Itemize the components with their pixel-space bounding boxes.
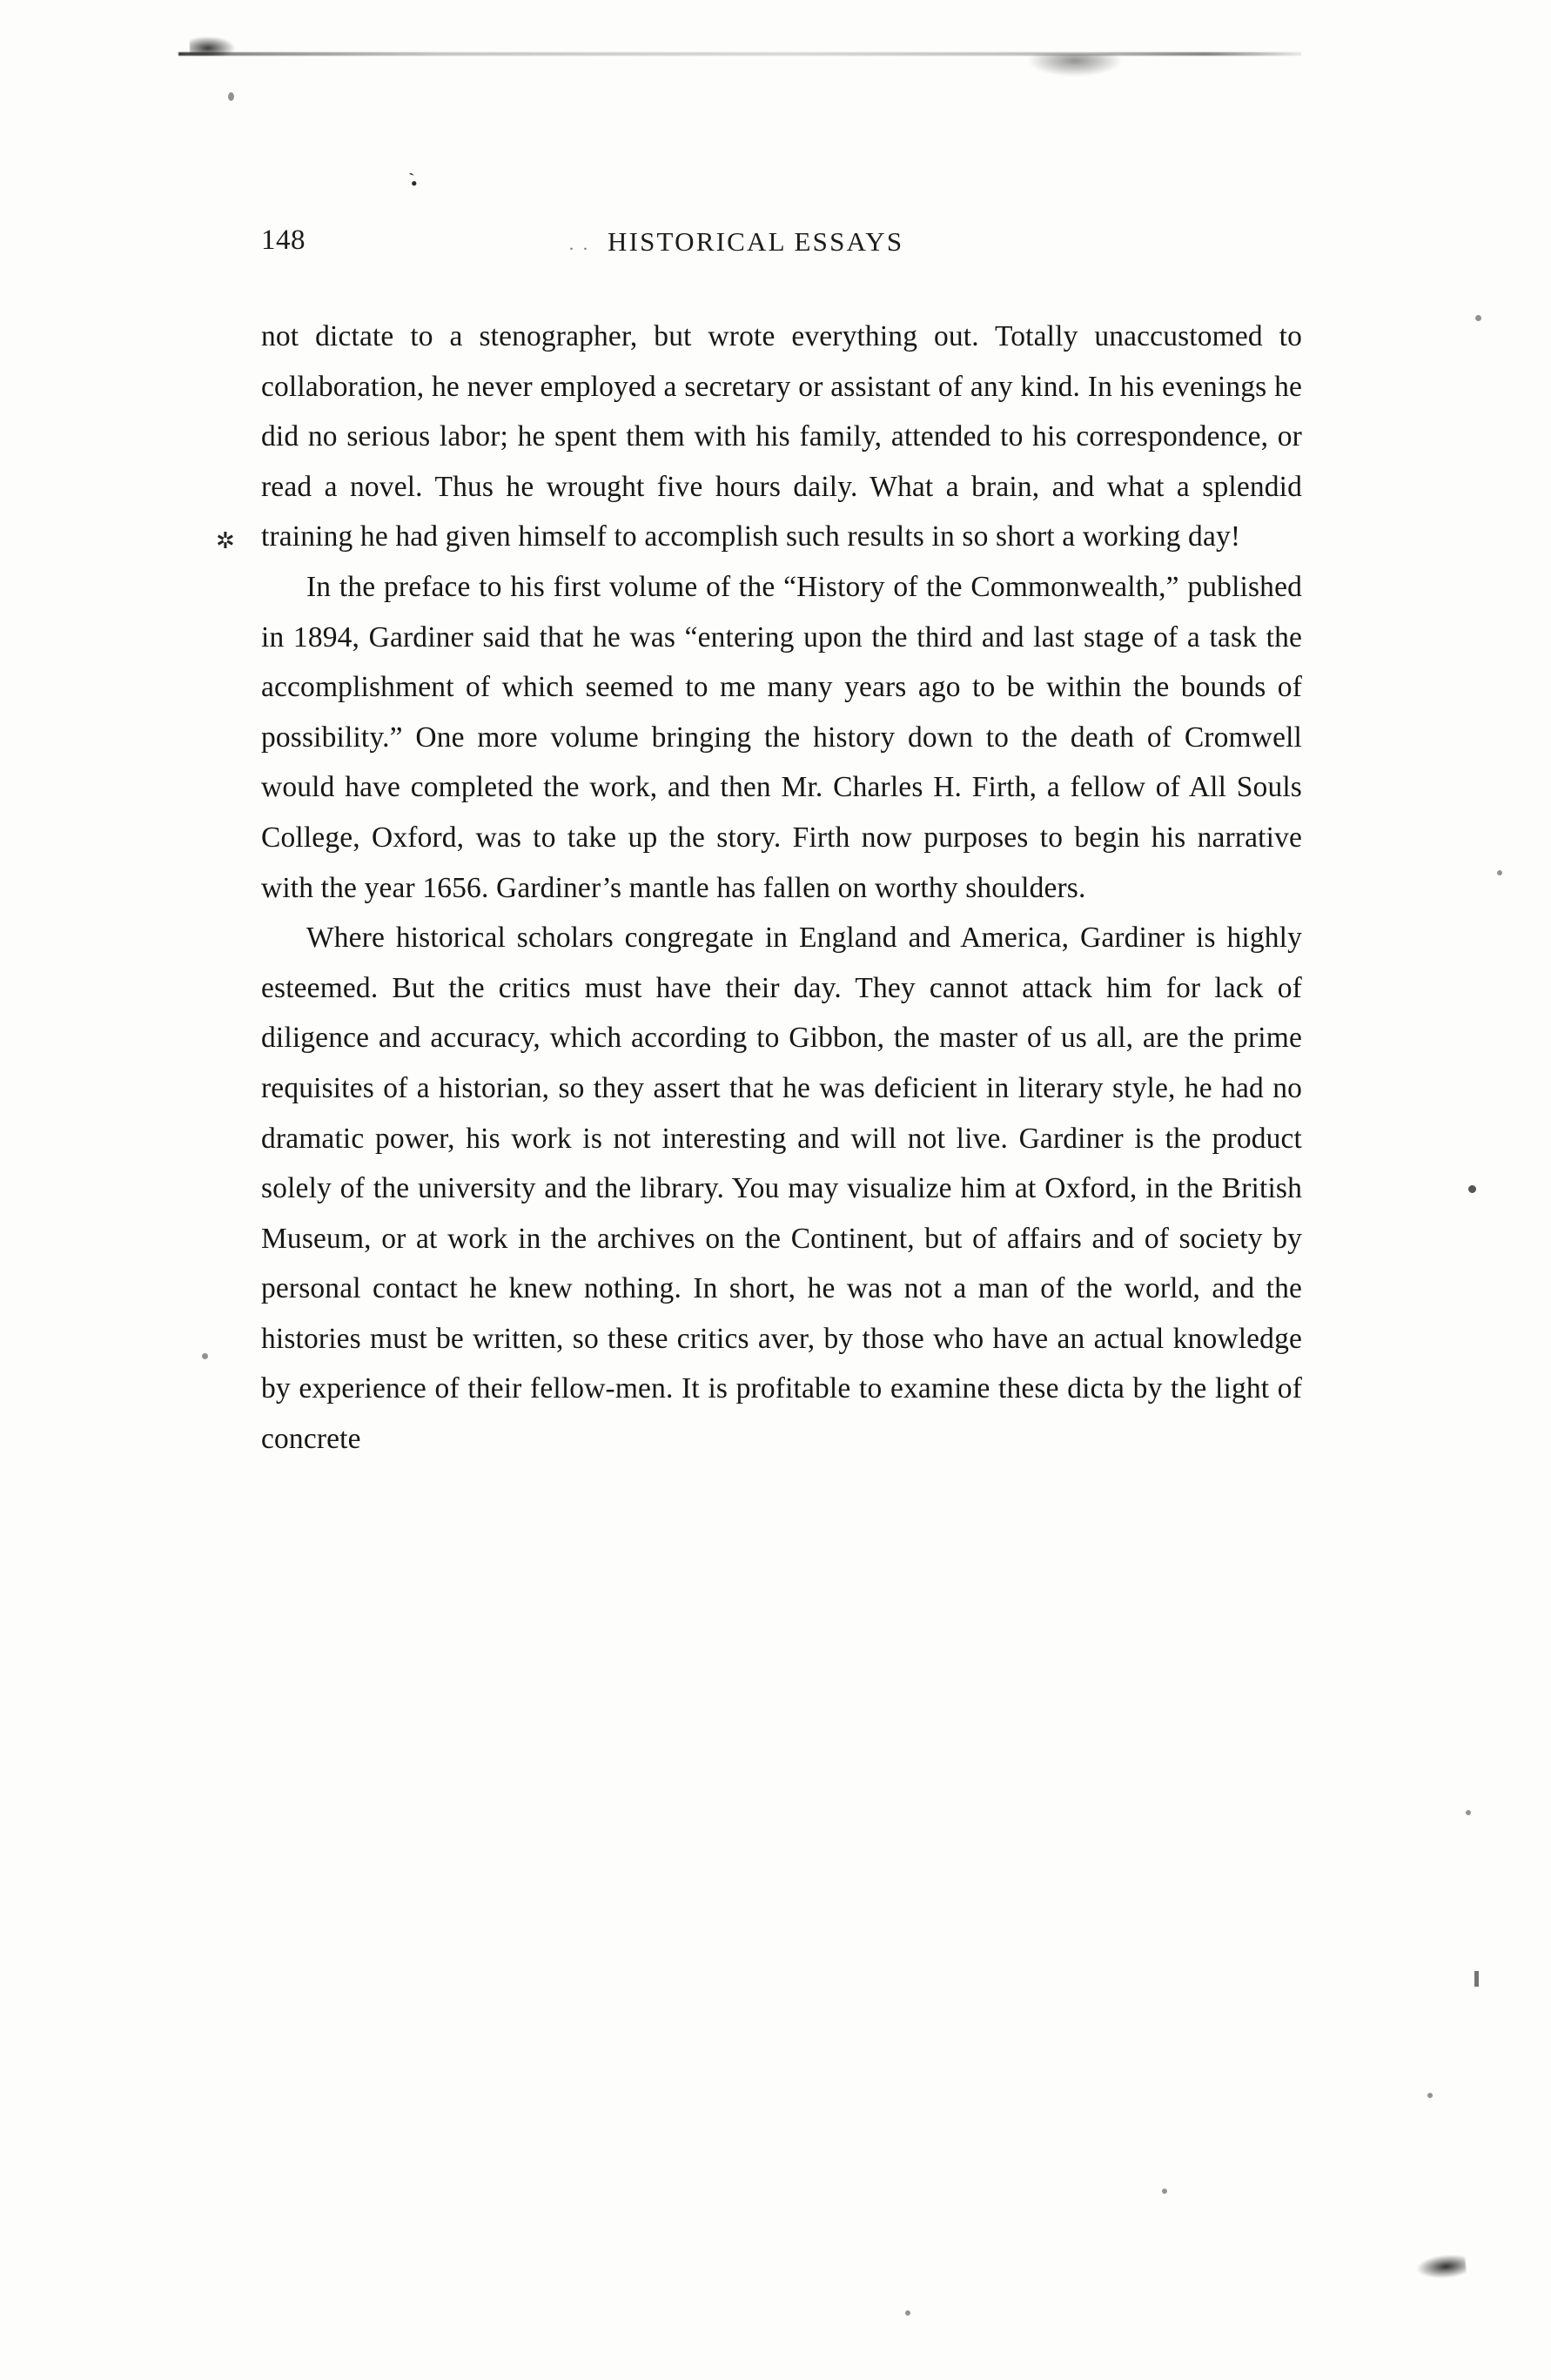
dust-speck (228, 92, 234, 101)
dust-speck (1466, 1810, 1471, 1815)
page-title: HISTORICAL ESSAYS (608, 226, 904, 257)
dust-speck (905, 2310, 910, 2316)
page-number: 148 (261, 225, 306, 256)
dust-speck (1497, 870, 1502, 875)
paragraph: not dictate to a stenographer, but wrote everything out. Totally unaccustomed to collaboration, he never employed a secretary or assistant of any kind. In his evenings he did no serious labor; he spent them with his family, attended to his correspondence, or read a novel. Thus he wrought five hours daily. What a brain, and what a splendid training he had given himself to accomplish such results in so short a working day! (261, 320, 1302, 553)
leader-dots: . . (569, 235, 590, 254)
scan-smudge-bottom-right (1416, 2254, 1467, 2281)
dust-speck (1427, 2093, 1433, 2098)
scan-smudge-top-left (190, 37, 235, 56)
dust-speck (1162, 2189, 1167, 2194)
margin-dash-icon (1474, 1971, 1479, 1987)
scan-smudge-top-right (1027, 54, 1123, 77)
scan-edge-artifact-top (178, 52, 1301, 56)
running-head (261, 225, 1306, 263)
body-text (261, 312, 1302, 1465)
dust-speck (1475, 315, 1481, 321)
margin-caret-icon: •̀ (407, 171, 421, 195)
margin-dot-icon (1468, 1185, 1476, 1193)
paragraph: In the preface to his first volume of the “History of the Commonwealth,” published in 1894, Gardiner said that he was “entering upon the third and last stage of a task the accomplishment of which seemed to me many years ago to be within the bounds of possibility.” One more volume bringing the history down to the death of Cromwell would have completed the work, and then Mr. Charles H. Firth, a fellow of All Souls College, Oxford, was to take up the story. Firth now purposes to begin his narrative with the year 1656. Gardiner’s mantle has fallen on worthy shoulders. (261, 570, 1302, 904)
dust-speck (202, 1353, 208, 1359)
paragraph: Where historical scholars congregate in England and America, Gardiner is highly esteemed. But the critics must have their day. They cannot attack him for lack of diligence and accuracy, which according to Gibbon, the master of us all, are the prime requisites of a historian, so they assert that he was deficient in literary style, he had no dramatic power, his work is not interesting and will not live. Gardiner is the product solely of the university and the library. You may visualize him at Oxford, in the British Museum, or at work in the archives on the Continent, but of affairs and of society by personal contact he knew nothing. In short, he was not a man of the world, and the histories must be written, so these critics aver, by those who have an actual knowledge by experience of their fellow-men. It is profitable to examine these dicta by the light of concrete (261, 922, 1302, 1456)
margin-asterisk-icon: ✲ (216, 528, 235, 553)
